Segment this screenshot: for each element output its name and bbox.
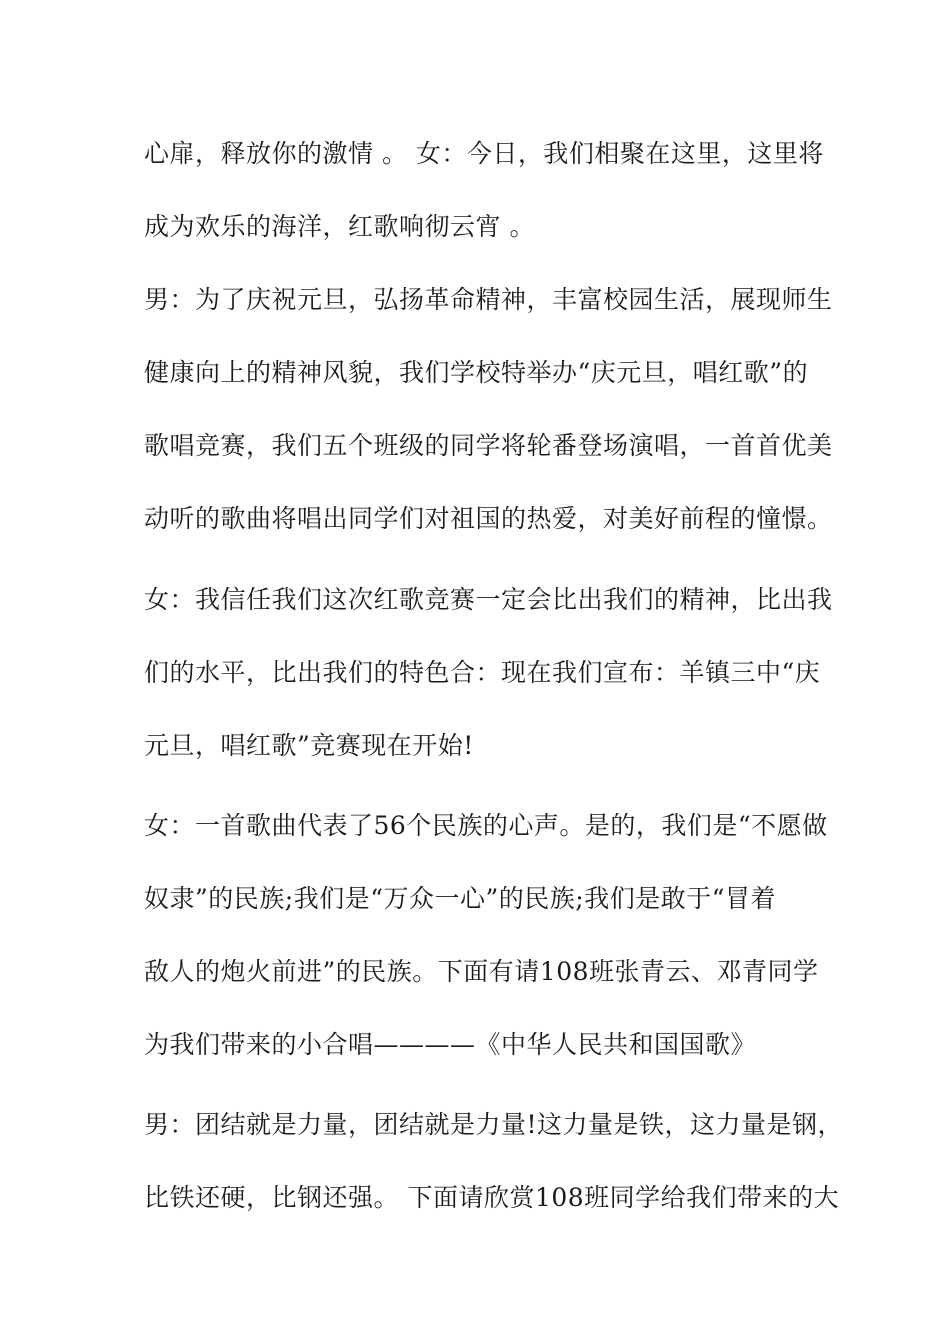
text-line: 女：我信任我们这次红歌竞赛一定会比出我们的精神，比出我 bbox=[144, 585, 833, 614]
text-line: 歌唱竞赛，我们五个班级的同学将轮番登场演唱，一首首优美 bbox=[144, 431, 833, 460]
text-line: 动听的歌曲将唱出同学们对祖国的热爱，对美好前程的憧憬。 bbox=[144, 504, 833, 533]
text-line: 为我们带来的小合唱————《中华人民共和国国歌》 bbox=[144, 1030, 757, 1059]
text-line: 们的水平，比出我们的特色合：现在我们宣布：羊镇三中“庆 bbox=[144, 658, 821, 687]
text-line: 奴隶”的民族;我们是“万众一心”的民族;我们是敢于“冒着 bbox=[144, 884, 776, 913]
text-line: 男：团结就是力量，团结就是力量!这力量是铁，这力量是钢， bbox=[144, 1110, 844, 1139]
text-line: 男：为了庆祝元旦，弘扬革命精神，丰富校园生活，展现师生 bbox=[144, 285, 833, 314]
text-line: 敌人的炮火前进”的民族。下面有请108班张青云、邓青同学 bbox=[144, 957, 819, 986]
text-line: 心扉，释放你的激情 。 女：今日，我们相聚在这里，这里将 bbox=[144, 139, 824, 168]
text-line: 比铁还硬，比钢还强。 下面请欣赏108班同学给我们带来的大 bbox=[144, 1183, 840, 1212]
text-line: 健康向上的精神风貌，我们学校特举办“庆元旦，唱红歌”的 bbox=[144, 358, 809, 387]
text-line: 元旦，唱红歌”竞赛现在开始! bbox=[144, 731, 474, 760]
text-line: 成为欢乐的海洋，红歌响彻云宵 。 bbox=[144, 212, 535, 241]
text-line: 女：一首歌曲代表了56个民族的心声。是的，我们是“不愿做 bbox=[144, 811, 828, 840]
